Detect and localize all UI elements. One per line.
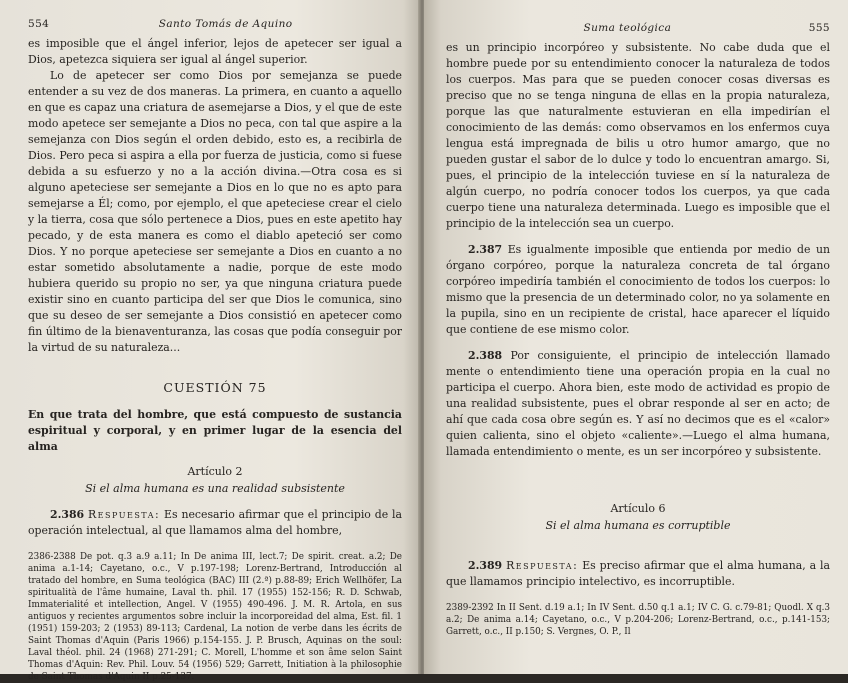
right-running-header <box>446 22 830 34</box>
right-page-content <box>446 22 830 638</box>
article-2-label: Artículo 2 <box>187 465 243 478</box>
paragraph-2387 <box>446 242 830 338</box>
paragraph-2389-text: Es preciso afirmar que el alma humana, a la que llamamos principio intelectivo, es incorruptible. <box>446 559 831 588</box>
right-footnotes <box>446 602 830 638</box>
footnote-2389: 2389-2392 In II Sent. d.19 a.1; In IV Sent. d.50 q.1 a.1; IV C. G. c.79-81; Quodl. X q.3 a.2; De anima a.14; Cayetano, o.c., V p.204-206; Lorenz-Bertrand, o.c., p.141-153; Garrett, o.c., II p.150; S. Vergnes, O. P., Il <box>446 603 830 637</box>
left-page-content <box>28 18 402 683</box>
question-subtitle: En que trata del hombre, que está compuesto de sustancia espiritual y corporal, y en primer lugar de la esencia del alma <box>28 408 402 453</box>
article-2-title: Si el alma humana es una realidad subsistente <box>85 482 345 495</box>
left-paragraph-main: Lo de apetecer ser como Dios por semejanza se puede entender a su vez de dos maneras. La primera, en cuanto a aquello en que es capaz una criatura de asemejarse a Dios, y el que de este modo apetece ser semejante a Dios no peca, con tal que aspire a la semejanza con Dios según el orden debido, esto es, a recibirla de Dios. Pero peca si aspira a ella por fuerza de justicia, como si fuese debida a su esfuerzo y no a la acción divina.—Otra cosa es si alguno apeteciese ser semejante a Dios en lo que no es apto para semejarse a Él; como, por ejemplo, el que apeteciese crear el cielo y la tierra, cosa que sólo pertenece a Dios, pues en este apetito hay pecado, y de esta manera es como el diablo apeteció ser como Dios. Y no porque apeteciese ser semejante a Dios en cuanto a no estar sometido absolutamente a nadie, porque de este modo hubiera querido su propio no ser, ya que ninguna criatura puede existir sino en cuanto participa del ser que Dios le comunica, sino que su deseo de ser semejante a Dios consistió en apetecer como fin último de la bienaventuranza, las cosas que podía conseguir por la virtud de su naturaleza... <box>28 69 402 354</box>
paragraph-2388-number: 2.388 <box>468 349 503 362</box>
paragraph-2388 <box>446 348 830 460</box>
left-page <box>0 0 420 682</box>
article-6-title: Si el alma humana es corruptible <box>545 519 731 532</box>
left-paragraph-continued: es imposible que el ángel inferior, lejos de apetecer ser igual a Dios, apetezca siquiera ser igual al ángel superior. <box>28 37 402 66</box>
article-6-label: Artículo 6 <box>610 502 666 515</box>
paragraph-2387-number: 2.387 <box>468 243 503 256</box>
paragraph-2386-label: Respuesta: <box>87 508 161 521</box>
left-running-title: Santo Tomás de Aquino <box>158 18 293 30</box>
paragraph-2387-text: Es igualmente imposible que entienda por medio de un órgano corpóreo, porque la naturaleza concreta de tal órgano corpóreo impediría también el conocimiento de todos los cuerpos: lo mismo que la presencia de un determinado color, no ya solamente en la pupila, sino en un recipiente de cristal, hace aparecer el líquido que contiene de ese mismo color. <box>446 243 831 336</box>
paragraph-2389 <box>446 558 830 590</box>
paragraph-2389-label: Respuesta: <box>506 559 579 572</box>
paragraph-2386-text: Es necesario afirmar que el principio de la operación intelectual, al que llamamos alma del hombre, <box>28 508 402 537</box>
right-paragraph-continued: es un principio incorpóreo y subsistente. No cabe duda que el hombre puede por su entendimiento conocer la naturaleza de todos los cuerpos. Mas para que se pueden conocer cosas diversas es preciso que no se tenga ninguna de ellas en la propia naturaleza, porque las que naturalmente estuvieran en ella impedirían el conocimiento de las demás: como observamos en los enfermos cuya lengua está impregnada de bilis u otro humor amargo, que no pueden gustar el sabor de lo dulce y todo lo encuentran amargo. Si, pues, el principio de la intelección tuviese en sí la naturaleza de algún cuerpo, no podría conocer todos los cuerpos, ya que cada cuerpo tiene una naturaleza determinada. Luego es imposible que el principio de la intelección sea un cuerpo. <box>446 41 830 230</box>
right-page-number: 555 <box>808 22 830 34</box>
right-running-title: Suma teológica <box>583 22 672 34</box>
paragraph-2389-number: 2.389 <box>468 559 503 572</box>
paragraph-2386 <box>28 507 402 539</box>
paragraph-2386-number: 2.386 <box>50 508 85 521</box>
question-title: CUESTIÓN 75 <box>163 380 267 395</box>
left-running-header <box>28 18 402 30</box>
footnote-2386: 2386-2388 De pot. q.3 a.9 a.11; In De anima III, lect.7; De spirit. creat. a.2; De anima a.1-14; Cayetano, o.c., V p.197-198; Lorenz-Bertrand, Introducción al tratado del hombre, en Suma teológica (BAC) III (2.ª) p.88-89; Erich Wellhöfer, La spiritualità de l'âme humaine, Laval th. phil. 17 (1955) 152-156; R. D. Schwab, Immaterialité et intellection, Angel. V (1955) 490-496. J. M. R. Artola, en sus antiguos y recientes argumentos sobre incluir la incorporeidad del alma, Est. fil. 1 (1951) 159-203; 2 (1953) 89-113; Cardenal, La notion de verbe dans les écrits de Saint Thomas d'Aquin (Paris 1966) p.154-155. J. P. Brusch, Aquinas on the soul: Laval théol. phil. 24 (1968) 271-291; C. Morell, L'homme et son âme selon Saint Thomas d'Aquin: Rev. Phil. Louv. 54 (1956) 529; Garrett, Initiation à la philosophie de Saint Thomas d'Aquin II p.25-137. <box>28 552 402 682</box>
left-page-number: 554 <box>28 18 50 30</box>
right-page <box>424 0 848 674</box>
paragraph-2388-text: Por consiguiente, el principio de intelección llamado mente o entendimiento tiene una operación propia en la cual no participa el cuerpo. Ahora bien, este modo de actividad es propio de una realidad subsistente, pues el obrar responde al ser en acto; de ahí que cada cosa obre según es. Y así no decimos que es el «calor» quien calienta, sino el objeto «caliente».—Luego el alma humana, llamada entendimiento o mente, es un ser incorpóreo y subsistente. <box>446 349 830 458</box>
left-footnotes <box>28 551 402 683</box>
